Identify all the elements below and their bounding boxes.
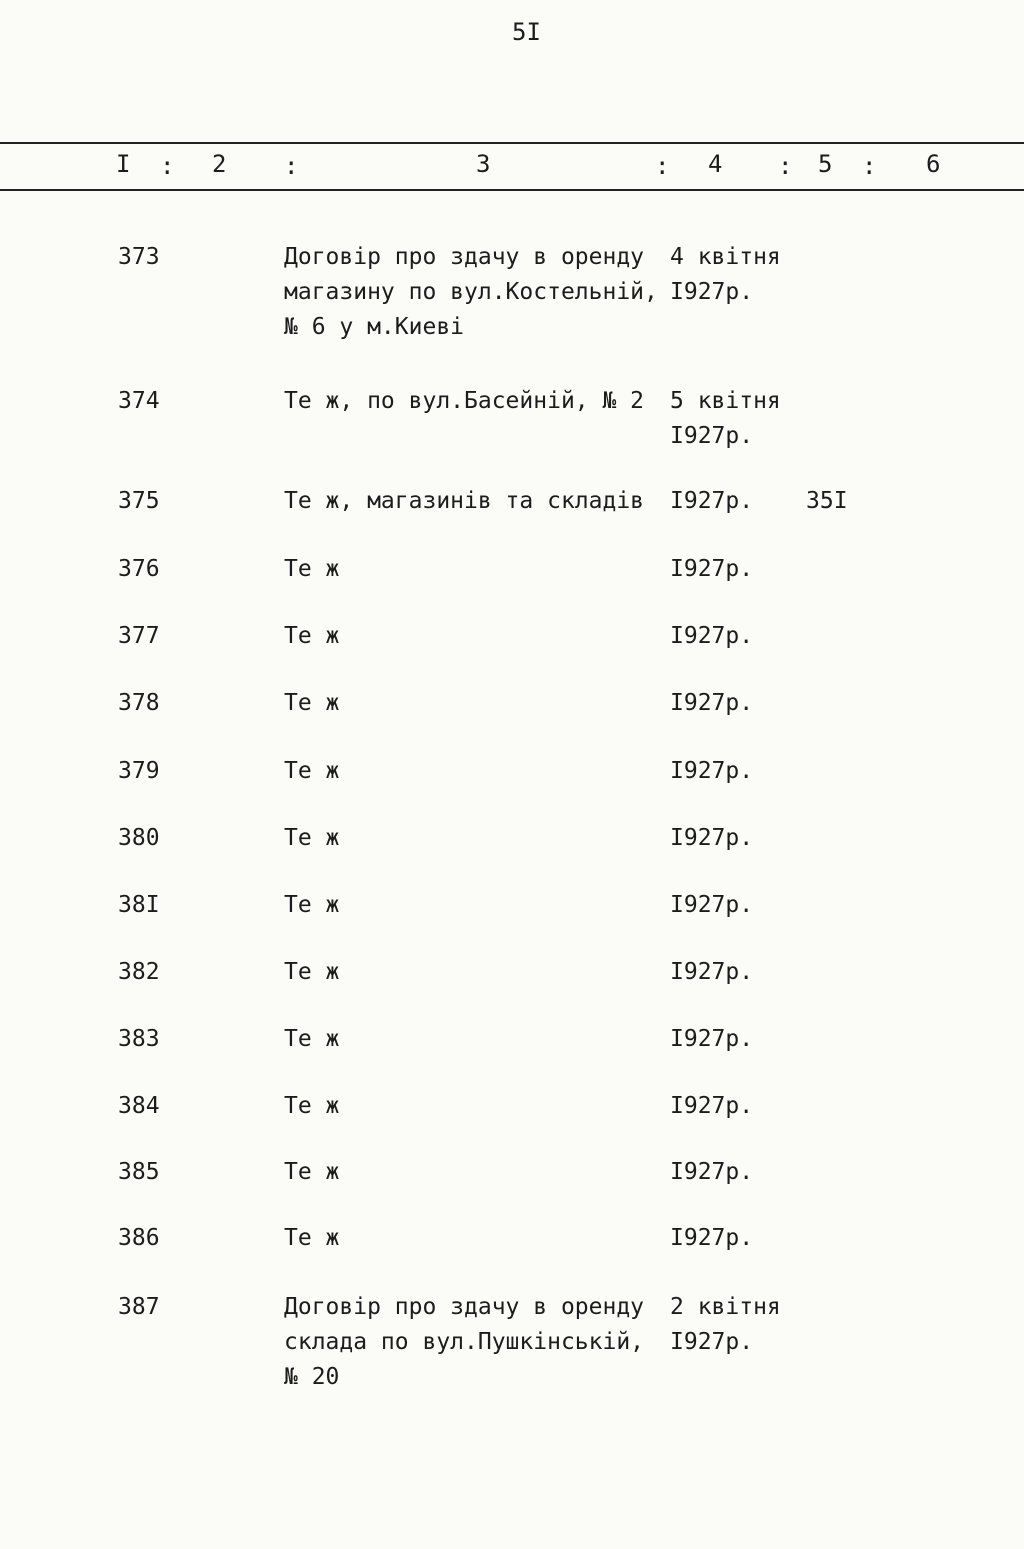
row-description: Те ж bbox=[284, 892, 340, 918]
row-number: 374 bbox=[118, 388, 160, 414]
row-date: 2 квітня I927р. bbox=[670, 1294, 781, 1355]
column-separator: : bbox=[778, 152, 793, 180]
row-date: I927р. bbox=[670, 1159, 754, 1185]
row-number: 385 bbox=[118, 1159, 160, 1185]
row-description: Те ж, по вул.Басейній, № 2 bbox=[284, 388, 645, 414]
row-description: Те ж bbox=[284, 825, 340, 851]
column-header-2: 2 bbox=[212, 150, 227, 178]
row-number: 378 bbox=[118, 690, 160, 716]
row-date: I927р. bbox=[670, 1026, 754, 1052]
row-description: Те ж bbox=[284, 959, 340, 985]
row-number: 383 bbox=[118, 1026, 160, 1052]
column-header-1: I bbox=[116, 150, 131, 178]
row-number: 379 bbox=[118, 758, 160, 784]
column-header-3: 3 bbox=[476, 150, 491, 178]
column-header-6: 6 bbox=[926, 150, 941, 178]
row-description: Те ж bbox=[284, 690, 340, 716]
row-number: 376 bbox=[118, 556, 160, 582]
column-header-5: 5 bbox=[818, 150, 833, 178]
column-header-4: 4 bbox=[708, 150, 723, 178]
row-description: Те ж bbox=[284, 758, 340, 784]
row-date: I927р. bbox=[670, 959, 754, 985]
row-date: I927р. bbox=[670, 1225, 754, 1251]
row-description: Те ж bbox=[284, 1093, 340, 1119]
row-description: Те ж bbox=[284, 1026, 340, 1052]
row-date: I927р. bbox=[670, 556, 754, 582]
row-description: Те ж bbox=[284, 1159, 340, 1185]
row-number: 380 bbox=[118, 825, 160, 851]
row-description: Договір про здачу в оренду магазину по вул.Костельній, № 6 у м.Киеві bbox=[284, 244, 658, 340]
row-sheets: 35I bbox=[806, 488, 848, 514]
row-date: I927р. bbox=[670, 690, 754, 716]
row-date: I927р. bbox=[670, 488, 754, 514]
header-rule-top bbox=[0, 142, 1024, 144]
row-description: Те ж bbox=[284, 623, 340, 649]
row-description: Те ж, магазинів та складів bbox=[284, 488, 645, 514]
row-date: I927р. bbox=[670, 1093, 754, 1119]
row-description: Те ж bbox=[284, 1225, 340, 1251]
row-description: Договір про здачу в оренду склада по вул.Пушкінській, № 20 bbox=[284, 1294, 645, 1390]
row-number: 384 bbox=[118, 1093, 160, 1119]
row-date: 5 квітня I927р. bbox=[670, 388, 781, 449]
column-separator: : bbox=[284, 152, 299, 180]
row-number: 386 bbox=[118, 1225, 160, 1251]
row-date: I927р. bbox=[670, 623, 754, 649]
column-separator: : bbox=[655, 152, 670, 180]
row-number: 38I bbox=[118, 892, 160, 918]
header-rule-bottom bbox=[0, 189, 1024, 191]
row-number: 375 bbox=[118, 488, 160, 514]
row-number: 387 bbox=[118, 1294, 160, 1320]
row-date: I927р. bbox=[670, 758, 754, 784]
row-description: Те ж bbox=[284, 556, 340, 582]
row-date: I927р. bbox=[670, 892, 754, 918]
row-number: 377 bbox=[118, 623, 160, 649]
row-date: I927р. bbox=[670, 825, 754, 851]
row-number: 373 bbox=[118, 244, 160, 270]
row-date: 4 квітня I927р. bbox=[670, 244, 781, 305]
page-number: 5I bbox=[512, 18, 541, 46]
column-separator: : bbox=[160, 152, 175, 180]
row-number: 382 bbox=[118, 959, 160, 985]
column-separator: : bbox=[862, 152, 877, 180]
